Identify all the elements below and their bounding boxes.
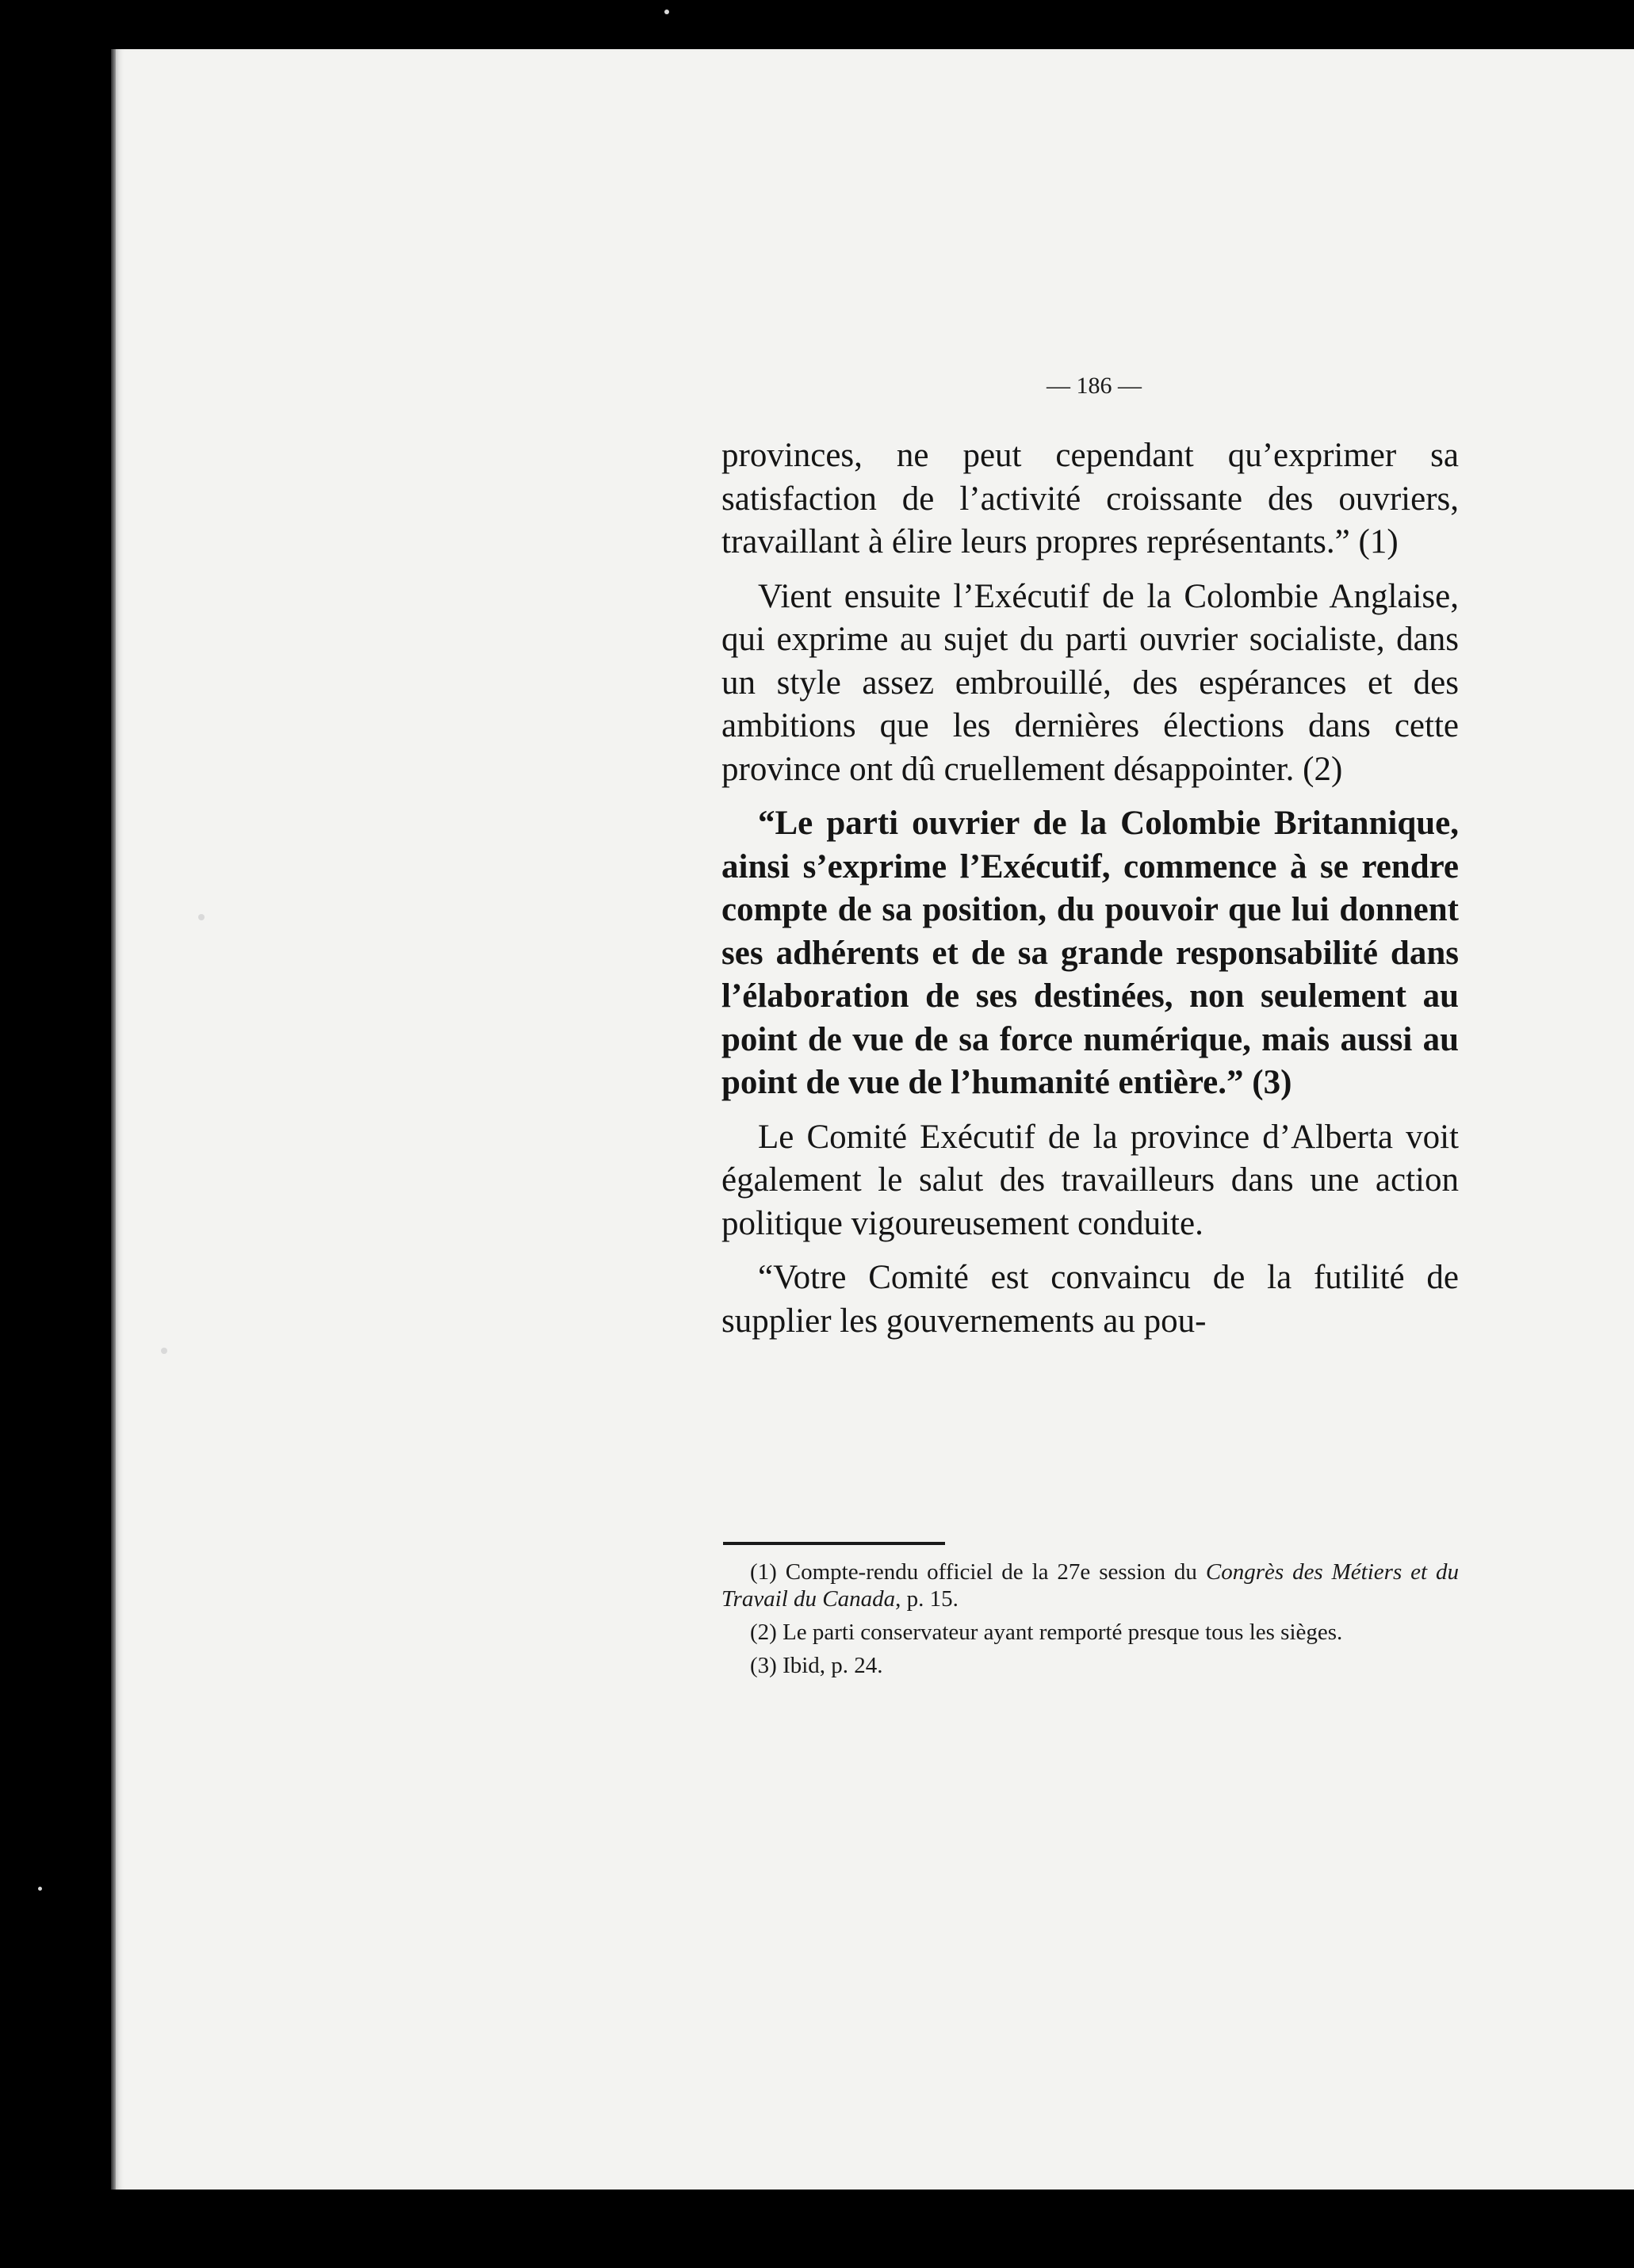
scan-speck — [664, 10, 669, 14]
paragraph: provinces, ne peut cependant qu’exprimer sa satisfaction de l’activité croissante des ouvriers, travaillant à élire leurs propres représentants.” (1) — [721, 437, 1459, 560]
scan-speck — [38, 1887, 42, 1891]
footnote-1-title: Congrès des Métiers et du Travail du Canada — [721, 1559, 1459, 1612]
scan-speck — [198, 914, 205, 920]
footnotes — [721, 1559, 1459, 1685]
paragraph: Le Comité Exécutif de la province d’Alberta voit également le salut des travailleurs dans une action politique vigoureusement conduite. — [721, 1118, 1459, 1242]
footnote-separator — [723, 1542, 945, 1545]
footnote-1-text: (1) Compte-rendu officiel de la 27e session du — [750, 1559, 1206, 1585]
page-number: — 186 — — [1047, 373, 1142, 399]
footnote-2: (2) Le parti conservateur ayant remporté presque tous les sièges. — [750, 1620, 1343, 1645]
paragraph: Vient ensuite l’Exécutif de la Colombie Anglaise, qui exprime au sujet du parti ouvrier socialiste, dans un style assez embrouillé, des espérances et des ambitions que les dernières élections dans cette province ont dû cruellement désappointer. (2) — [721, 577, 1459, 788]
body-text — [721, 434, 1459, 1354]
quoted-paragraph: “Votre Comité est convaincu de la futilité de supplier les gouvernements au pou- — [721, 1259, 1459, 1340]
page-gutter-edge — [111, 49, 116, 2190]
footnote-1 — [721, 1559, 1459, 1612]
footnote-3: (3) Ibid, p. 24. — [750, 1653, 883, 1678]
footnote-1-page: , p. 15. — [895, 1586, 959, 1612]
quoted-paragraph: “Le parti ouvrier de la Colombie Britannique, ainsi s’exprime l’Exécutif, commence à se rendre compte de sa position, du pouvoir que lui donnent ses adhérents et de sa grande responsabilité dans l’élaboration de ses destinées, non seulement au point de vue de sa force numérique, mais aussi au point de vue de l’humanité entière.” (3) — [721, 805, 1459, 1101]
scan-speck — [161, 1348, 167, 1354]
